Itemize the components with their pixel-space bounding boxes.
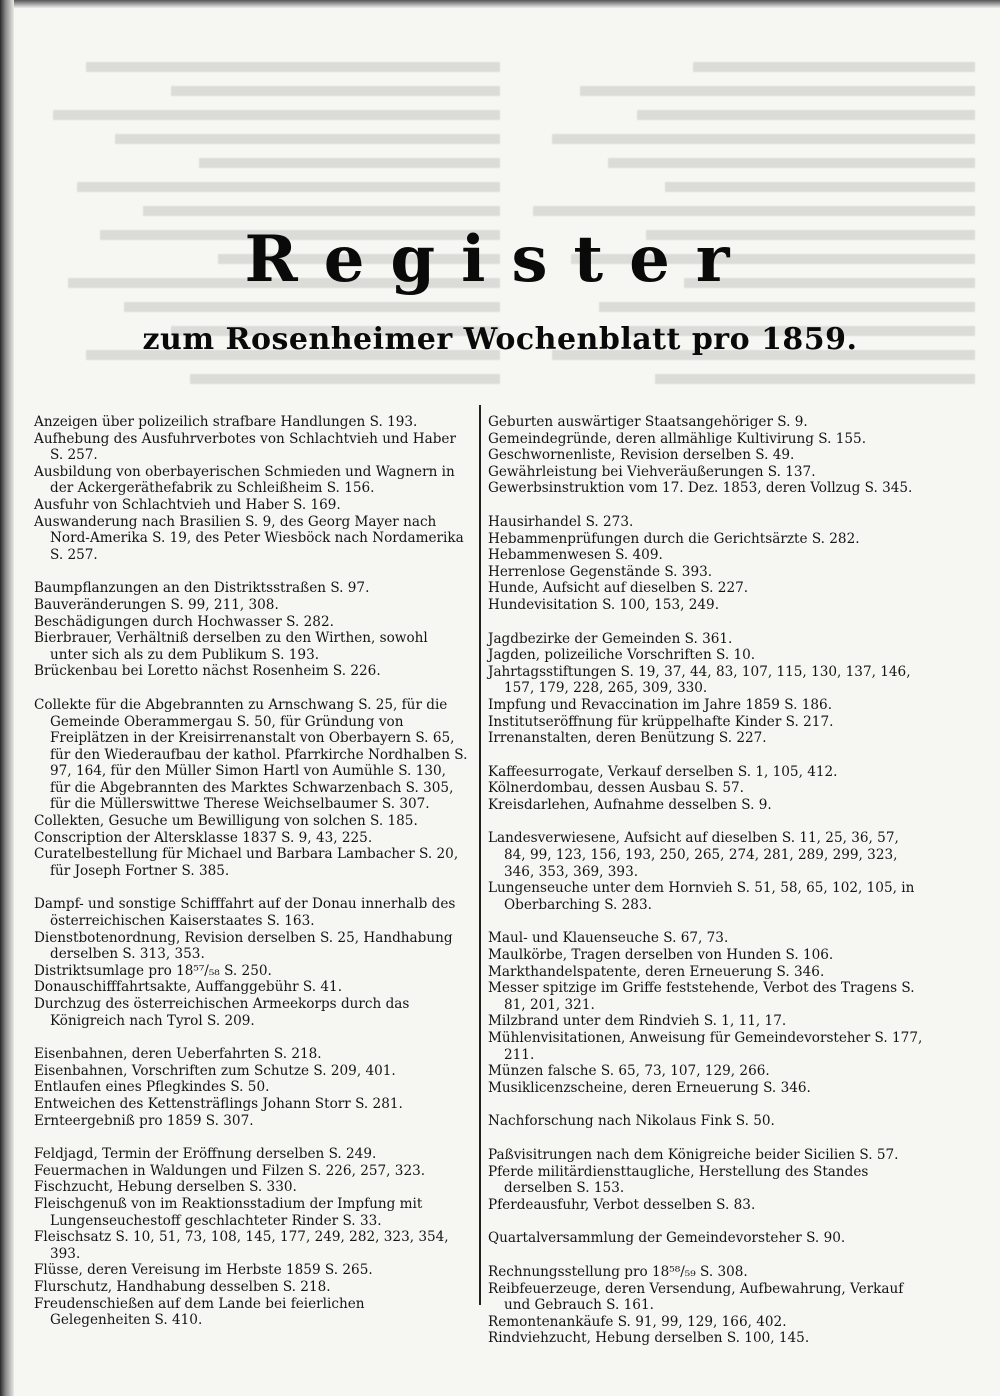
index-entry: Distriktsumlage pro 18⁵⁷/₅₈ S. 250. (34, 962, 272, 979)
section-gap (488, 1130, 924, 1147)
index-entry: Bierbrauer, Verhältniß derselben zu den Wirthen, sowohl unter sich als zu dem Publikum S. 193. (34, 630, 428, 663)
index-entry: Impfung und Revaccination im Jahre 1859 S. 186. (488, 696, 833, 713)
section-gap (34, 1129, 469, 1146)
index-entry: Freudenschießen auf dem Lande bei feierlichen Gelegenheiten S. 410. (34, 1295, 365, 1329)
index-entry: Hebammenwesen S. 409. (488, 547, 663, 564)
index-entry: Kölnerdombau, dessen Ausbau S. 57. (488, 780, 744, 797)
column-divider (479, 405, 481, 1305)
section-gap (34, 563, 469, 580)
index-entry: Eisenbahnen, Vorschriften zum Schutze S. 209, 401. (34, 1062, 396, 1079)
index-entry: Reibfeuerzeuge, deren Versendung, Aufbewahrung, Verkauf und Gebrauch S. 161. (488, 1280, 904, 1314)
index-entry: Geschwornenliste, Revision derselben S. 49. (488, 447, 795, 464)
index-entry: Nachforschung nach Nikolaus Fink S. 50. (488, 1113, 775, 1130)
index-entry: Lungenseuche unter dem Hornvieh S. 51, 58, 65, 102, 105, in Oberbarching S. 283. (488, 880, 915, 913)
index-entry: Aufhebung des Ausfuhrverbotes von Schlachtvieh und Haber S. 257. (34, 430, 456, 464)
index-entry: Hundevisitation S. 100, 153, 249. (488, 596, 720, 613)
index-entry: Fischzucht, Hebung derselben S. 330. (34, 1179, 297, 1196)
index-entry: Flüsse, deren Vereisung im Herbste 1859 S. 265. (34, 1262, 373, 1279)
index-entry: Dampf- und sonstige Schifffahrt auf der Donau innerhalb des österreichischen Kaiserstaates S. 163. (34, 896, 456, 930)
index-entry: Pferde militärdiensttaugliche, Herstellung des Standes derselben S. 153. (488, 1163, 869, 1197)
index-column-right (488, 414, 924, 1347)
index-entry: Ausfuhr von Schlachtvieh und Haber S. 169. (34, 496, 341, 513)
index-entry: Musiklicenzscheine, deren Erneuerung S. 346. (488, 1079, 811, 1096)
index-entry: Pferdeausfuhr, Verbot desselben S. 83. (488, 1196, 756, 1213)
index-entry: Remontenankäufe S. 91, 99, 129, 166, 402. (488, 1313, 787, 1330)
index-entry: Jagdbezirke der Gemeinden S. 361. (488, 630, 733, 647)
index-entry: Durchzug des österreichischen Armeekorps durch das Königreich nach Tyrol S. 209. (34, 996, 410, 1029)
index-entry: Collekten, Gesuche um Bewilligung von solchen S. 185. (34, 813, 418, 830)
section-gap (488, 497, 924, 514)
index-entry: Entweichen des Kettensträflings Johann Storr S. 281. (34, 1095, 403, 1112)
index-entry: Ernteergebniß pro 1859 S. 307. (34, 1112, 254, 1129)
index-entry: Donauschifffahrtsakte, Auffanggebühr S. 41. (34, 979, 343, 996)
index-entry: Gemeindegründe, deren allmählige Kultivirung S. 155. (488, 430, 867, 447)
index-entry: Messer spitzige im Griffe feststehende, Verbot des Tragens S. 81, 201, 321. (488, 980, 915, 1013)
index-entry: Gewährleistung bei Viehveräußerungen S. 137. (488, 463, 816, 480)
index-entry: Maul- und Klauenseuche S. 67, 73. (488, 930, 729, 947)
index-entry: Fleischsatz S. 10, 51, 73, 108, 145, 177, 249, 282, 323, 354, 393. (34, 1229, 449, 1262)
index-entry: Maulkörbe, Tragen derselben von Hunden S. 106. (488, 947, 834, 964)
index-entry: Hausirhandel S. 273. (488, 513, 634, 530)
page-title: Register (244, 222, 756, 297)
index-entry: Markthandelspatente, deren Erneuerung S. 346. (488, 963, 825, 980)
index-entry: Beschädigungen durch Hochwasser S. 282. (34, 613, 334, 630)
index-entry: Curatelbestellung für Michael und Barbara Lambacher S. 20, für Joseph Fortner S. 385. (34, 846, 459, 879)
index-entry: Feuermachen in Waldungen und Filzen S. 226, 257, 323. (34, 1162, 426, 1179)
section-gap (488, 1247, 924, 1264)
section-gap (488, 913, 924, 930)
index-entry: Entlaufen eines Pflegkindes S. 50. (34, 1079, 270, 1096)
index-entry: Bauveränderungen S. 99, 211, 308. (34, 596, 279, 613)
index-entry: Jahrtagsstiftungen S. 19, 37, 44, 83, 107, 115, 130, 137, 146, 157, 179, 228, 265, 309, 330. (488, 663, 911, 697)
index-entry: Jagden, polizeiliche Vorschriften S. 10. (488, 647, 756, 664)
section-gap (34, 1029, 469, 1046)
section-gap (488, 747, 924, 764)
index-entry: Rechnungsstellung pro 18⁵⁸/₅₉ S. 308. (488, 1263, 748, 1280)
index-entry: Brückenbau bei Loretto nächst Rosenheim S. 226. (34, 663, 381, 680)
index-entry: Auswanderung nach Brasilien S. 9, des Georg Mayer nach Nord-Amerika S. 19, des Peter Wiesböck nach Nordamerika S. 257. (34, 513, 464, 563)
section-gap (488, 1213, 924, 1230)
scan-edge-left (0, 0, 14, 1396)
index-entry: Geburten auswärtiger Staatsangehöriger S. 9. (488, 414, 808, 430)
index-entry: Dienstbotenordnung, Revision derselben S. 25, Handhabung derselben S. 313, 353. (34, 929, 453, 963)
index-entry: Rindviehzucht, Hebung derselben S. 100, 145. (488, 1330, 810, 1347)
index-entry: Kaffeesurrogate, Verkauf derselben S. 1, 105, 412. (488, 763, 838, 780)
index-entry: Ausbildung von oberbayerischen Schmieden und Wagnern in der Ackergeräthefabrik zu Schleißheim S. 156. (34, 463, 455, 497)
scan-edge-top (0, 0, 1000, 8)
section-gap (488, 614, 924, 631)
index-entry: Hebammenprüfungen durch die Gerichtsärzte S. 282. (488, 530, 860, 547)
index-entry: Feldjagd, Termin der Eröffnung derselben S. 249. (34, 1146, 377, 1163)
index-entry: Collekte für die Abgebrannten zu Arnschwang S. 25, für die Gemeinde Oberammergau S. 50, für Gründung von Freiplätzen in der Kreisirrenanstalt von Oberbayern S. 65, für den Wiederaufbau der kathol. Pfarrkirche Nordhalben S. 97, 164, für den Müller Simon Hartl von Aumühle S. 130, für die Abgebrannten des Marktes Schwarzenbach S. 305, für die Müllerswittwe Therese Weichselbaumer S. 307. (34, 696, 468, 813)
index-entry: Mühlenvisitationen, Anweisung für Gemeindevorsteher S. 177, 211. (488, 1030, 923, 1063)
index-entry: Paßvisitrungen nach dem Königreiche beider Sicilien S. 57. (488, 1146, 899, 1163)
index-entry: Irrenanstalten, deren Benützung S. 227. (488, 730, 767, 747)
index-entry: Kreisdarlehen, Aufnahme desselben S. 9. (488, 796, 772, 813)
section-gap (488, 813, 924, 830)
index-entry: Baumpflanzungen an den Distriktsstraßen S. 97. (34, 580, 370, 597)
index-entry: Gewerbsinstruktion vom 17. Dez. 1853, deren Vollzug S. 345. (488, 480, 913, 497)
index-entry: Milzbrand unter dem Rindvieh S. 1, 11, 17. (488, 1013, 787, 1030)
index-entry: Anzeigen über polizeilich strafbare Handlungen S. 193. (34, 414, 418, 430)
index-entry: Herrenlose Gegenstände S. 393. (488, 563, 713, 580)
index-entry: Institutseröffnung für krüppelhafte Kinder S. 217. (488, 713, 834, 730)
index-entry: Fleischgenuß von im Reaktionsstadium der Impfung mit Lungenseuchestoff geschlachteter Rinder S. 33. (34, 1195, 423, 1229)
section-gap (34, 879, 469, 896)
index-entry: Landesverwiesene, Aufsicht auf dieselben S. 11, 25, 36, 57, 84, 99, 123, 156, 193, 250, 265, 274, 281, 289, 299, 323, 346, 353, 369, 393. (488, 830, 899, 880)
index-entry: Münzen falsche S. 65, 73, 107, 129, 266. (488, 1063, 770, 1080)
index-column-left (34, 414, 469, 1329)
section-gap (488, 1096, 924, 1113)
index-entry: Quartalversammlung der Gemeindevorsteher S. 90. (488, 1230, 846, 1247)
index-entry: Hunde, Aufsicht auf dieselben S. 227. (488, 580, 749, 597)
section-gap (34, 680, 469, 697)
index-entry: Flurschutz, Handhabung desselben S. 218. (34, 1278, 331, 1295)
index-entry: Conscription der Altersklasse 1837 S. 9, 43, 225. (34, 829, 373, 846)
page-subtitle: zum Rosenheimer Wochenblatt pro 1859. (142, 322, 858, 357)
index-entry: Eisenbahnen, deren Ueberfahrten S. 218. (34, 1046, 322, 1063)
